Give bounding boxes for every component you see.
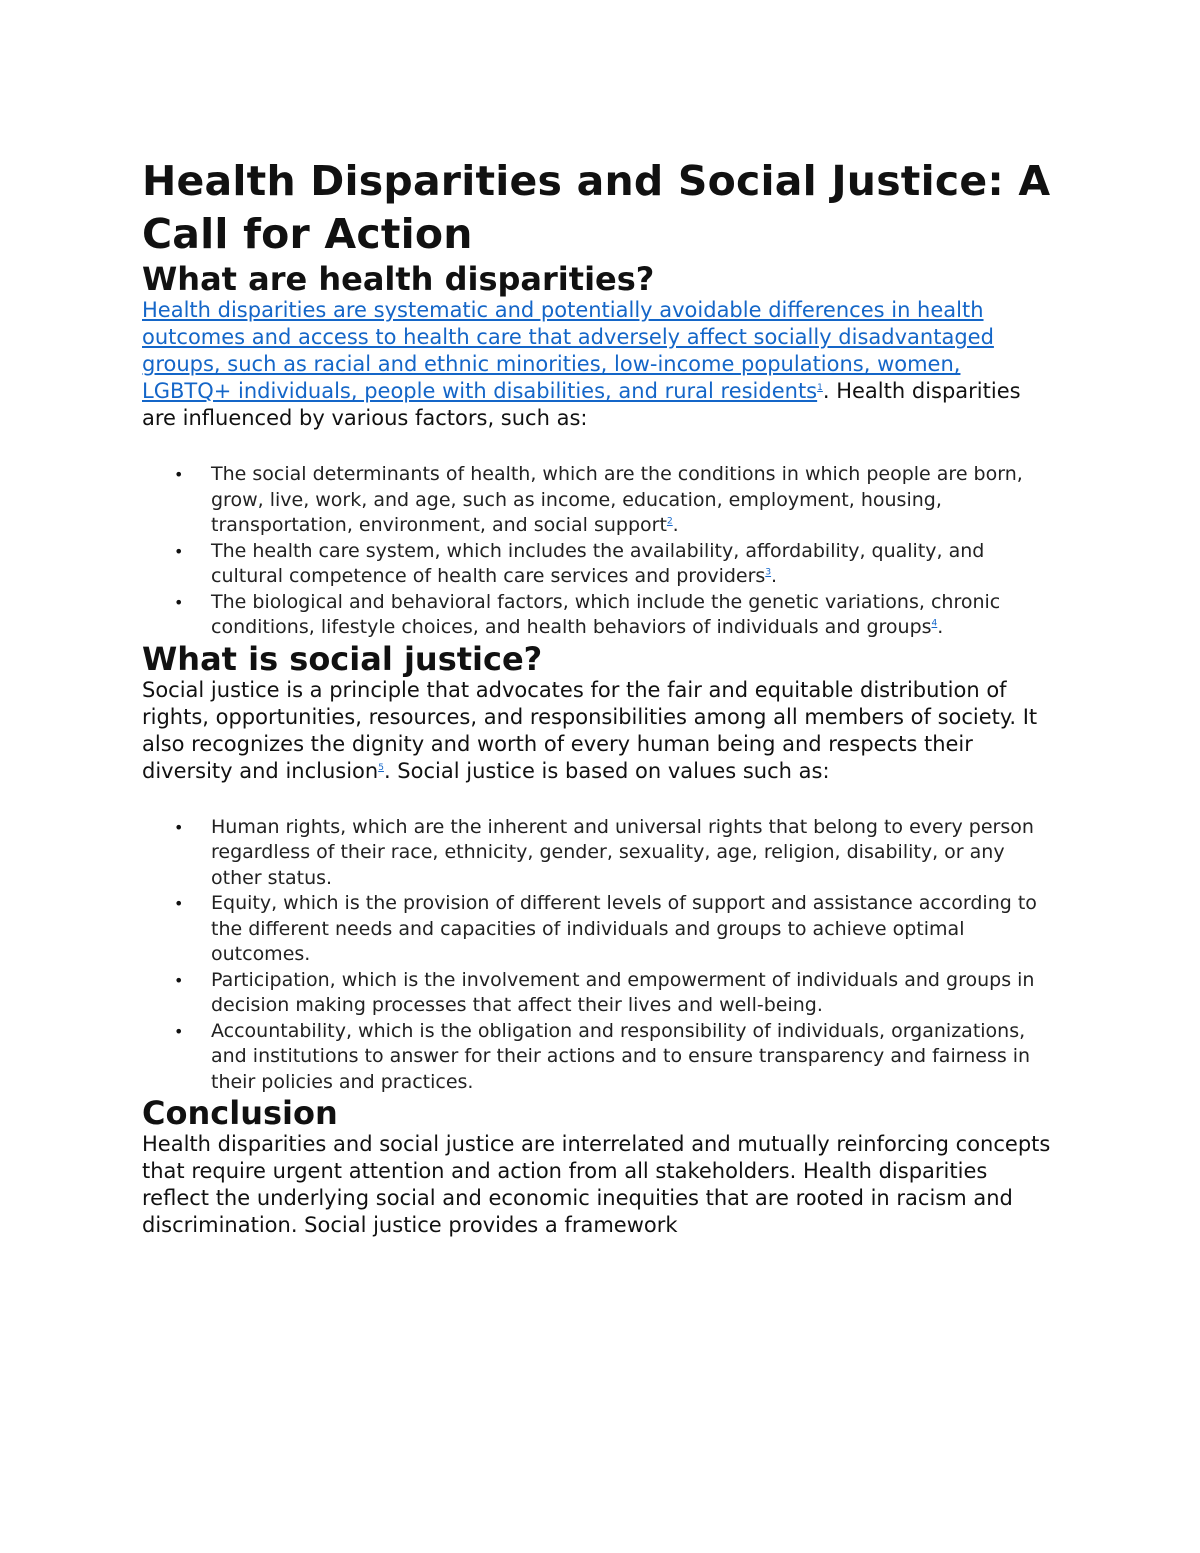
bullet-icon: • bbox=[174, 817, 184, 837]
section-heading-conclusion: Conclusion bbox=[142, 1094, 338, 1132]
footnote-ref-5[interactable]: 5 bbox=[378, 762, 384, 773]
health-disparities-definition-link[interactable]: Health disparities are systematic and potentially avoidable differences in health outcomes and access to health care that adversely affect socially disadvantaged groups, such as racial and ethnic minorities, low-income populations, women, LGBTQ+ individuals, people with disabilities, and rural residents bbox=[142, 298, 994, 403]
list-item-text: Participation, which is the involvement and empowerment of individuals and groups in decision making processes that affect their lives and well-being. bbox=[211, 968, 1035, 1016]
list-item-text: Equity, which is the provision of different levels of support and assistance according to the different needs and capacities of individuals and groups to achieve optimal outcomes. bbox=[211, 892, 1037, 965]
list-item bbox=[142, 968, 1061, 1019]
footnote-ref-2[interactable]: 2 bbox=[666, 516, 673, 527]
list-item-end: . bbox=[937, 616, 944, 638]
footnote-ref-3[interactable]: 3 bbox=[765, 567, 772, 578]
list-item-text: Human rights, which are the inherent and universal rights that belong to every person regardless of their race, ethnicity, gender, sexuality, age, religion, disability, or any other status. bbox=[211, 815, 1034, 889]
section-intro-rest: . Social justice is based on values such as: bbox=[383, 758, 830, 783]
list-item-end: . bbox=[672, 514, 679, 536]
section-heading-social-justice: What is social justice? bbox=[142, 639, 543, 678]
document-title: Health Disparities and Social Justice: A Call for Action bbox=[142, 157, 1051, 258]
list-item-text: Accountability, which is the obligation and responsibility of individuals, organizations, and institutions to answer for their actions and to ensure transparency and fairness in their policies and practices. bbox=[211, 1019, 1031, 1093]
list-item bbox=[142, 539, 1061, 590]
list-item-end: . bbox=[771, 565, 778, 587]
bullet-icon: • bbox=[174, 894, 184, 913]
document-page bbox=[142, 155, 1062, 1239]
bullet-icon: • bbox=[174, 465, 184, 484]
list-item bbox=[142, 590, 1061, 641]
section-intro-conclusion: Health disparities and social justice are interrelated and mutually reinforcing concepts that require urgent attention and action from all stakeholders. Health disparities reflect the underlying social and economic inequities that are rooted in racism and discrimination. Social justice provides a framework bbox=[142, 1132, 1051, 1237]
footnote-ref-4[interactable]: 4 bbox=[931, 618, 938, 629]
footnote-ref-1[interactable]: 1 bbox=[817, 383, 823, 393]
list-item-text: The biological and behavioral factors, which include the genetic variations, chronic conditions, lifestyle choices, and health behaviors of individuals and groups bbox=[211, 590, 1001, 638]
list-item-text: The social determinants of health, which are the conditions in which people are born, grow, live, work, and age, such as income, education, employment, housing, transportation, environment, and social support bbox=[211, 463, 1023, 536]
section-intro-social-justice bbox=[142, 677, 1052, 785]
bullet-icon: • bbox=[174, 541, 184, 561]
list-item-text: The health care system, which includes the availability, affordability, quality, and cultural competence of health care services and providers bbox=[211, 539, 985, 587]
bullet-icon: • bbox=[174, 1021, 184, 1041]
list-item bbox=[142, 1019, 1061, 1096]
list-item bbox=[142, 462, 1061, 539]
section-heading-health-disparities: What are health disparities? bbox=[142, 260, 655, 298]
health-disparities-factors-list bbox=[142, 462, 1062, 641]
section-intro-rest: . Health disparities are influenced by various factors, such as: bbox=[142, 379, 1021, 430]
bullet-icon: • bbox=[174, 970, 184, 990]
section-intro-health-disparities bbox=[142, 297, 1052, 432]
bullet-icon: • bbox=[174, 592, 184, 612]
list-item bbox=[142, 891, 1061, 968]
list-item bbox=[142, 815, 1061, 892]
social-justice-values-list bbox=[142, 815, 1062, 1096]
section-intro-text: Social justice is a principle that advocates for the fair and equitable distribution of rights, opportunities, resources, and responsibilities among all members of society. It also recognizes the dignity and worth of every human being and respects their diversity and inclusion bbox=[142, 677, 1038, 783]
